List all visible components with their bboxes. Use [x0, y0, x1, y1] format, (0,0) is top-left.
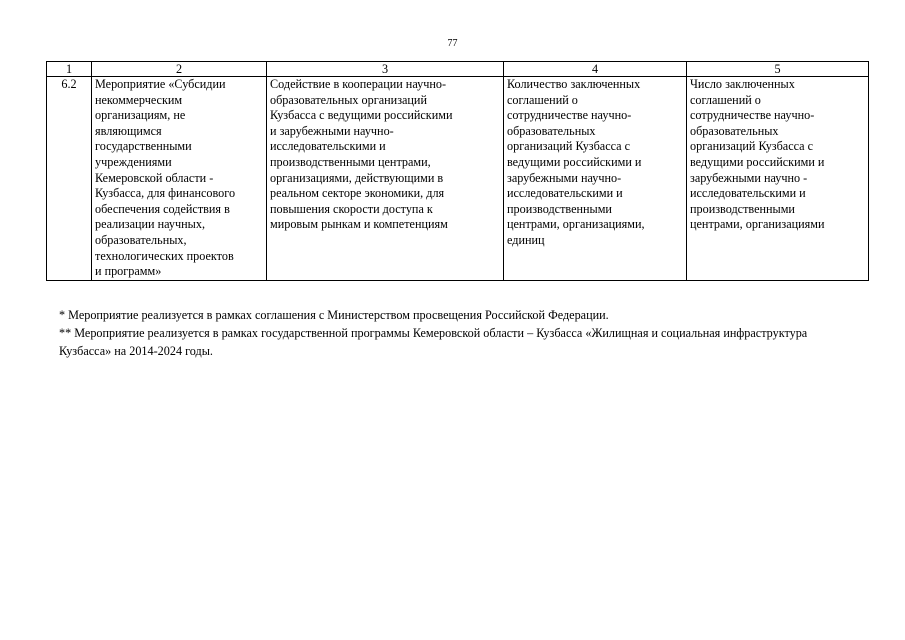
footnote-2: ** Мероприятие реализуется в рамках государственной программы Кемеровской области – Кузбасса «Жилищная и социальная инфраструктура Кузбасса» на 2014-2024 годы. [59, 326, 808, 358]
table-row [47, 77, 869, 281]
event-name-cell: Мероприятие «Субсидии некоммерческим организациям, не являющимся государственными учреждениями Кемеровской области - Кузбасса, для финансового обеспечения содействия в реализации научных, образовательных, технологических проектов и программ» [92, 77, 267, 281]
column-header-5: 5 [687, 62, 869, 77]
footnotes [59, 306, 859, 360]
column-header-1: 1 [47, 62, 92, 77]
footnote-1: * Мероприятие реализуется в рамках соглашения с Министерством просвещения Российской Федерации. [59, 308, 609, 322]
page-number: 77 [447, 38, 458, 49]
indicator-name-cell: Количество заключенных соглашений о сотрудничестве научно- образовательных организаций Кузбасса с ведущими российскими и зарубежными научно- исследовательскими и производственными центрами, организациями, единиц [504, 77, 687, 281]
calculation-method-cell: Число заключенных соглашений о сотрудничестве научно- образовательных организаций Кузбасса с ведущими российскими и зарубежными научно - исследовательскими и производственными центрами, организациями [687, 77, 869, 281]
column-header-2: 2 [92, 62, 267, 77]
column-header-3: 3 [267, 62, 504, 77]
column-header-4: 4 [504, 62, 687, 77]
table-header-row [47, 62, 869, 77]
event-goal-cell: Содействие в кооперации научно- образовательных организаций Кузбасса с ведущими российскими и зарубежными научно- исследовательскими и производственными центрами, организациями, действующими в реальном секторе экономики, для повышения скорости доступа к мировым рынкам и компетенциям [267, 77, 504, 281]
row-number-cell: 6.2 [47, 77, 92, 281]
measures-table [46, 61, 869, 281]
